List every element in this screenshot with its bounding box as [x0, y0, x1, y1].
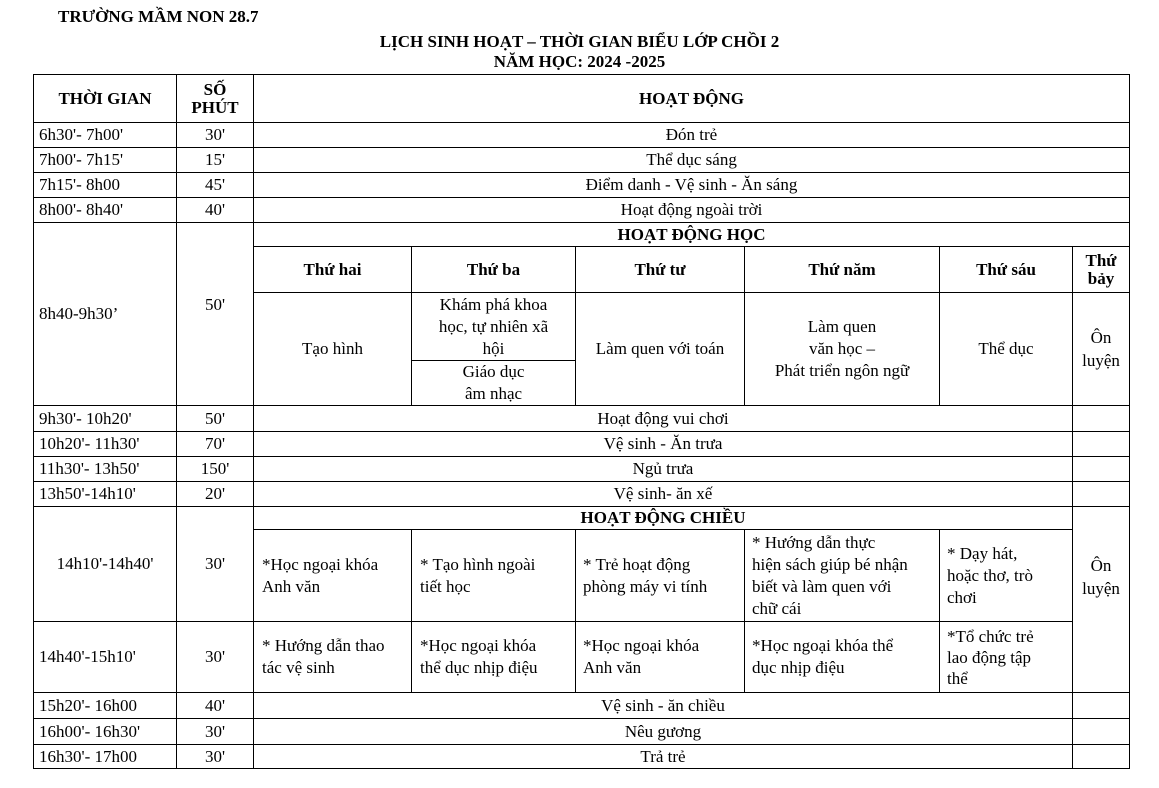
row-time: 7h15'- 8h00	[34, 173, 177, 198]
afternoon-1-friday	[940, 530, 1073, 622]
row-minutes: 40'	[177, 693, 254, 719]
row-activity: Vệ sinh- ăn xế	[254, 482, 1073, 507]
schedule-table	[33, 74, 1130, 769]
row-minutes: 15'	[177, 148, 254, 173]
row-minutes: 30'	[177, 123, 254, 148]
table-row	[34, 198, 1130, 223]
row-saturday-empty	[1073, 457, 1130, 482]
afternoon-row-2	[34, 622, 1130, 693]
afternoon-1-wednesday	[576, 530, 745, 622]
afternoon-1-wednesday-line1: * Trẻ hoạt động	[583, 554, 691, 574]
row-saturday-empty	[1073, 693, 1130, 719]
table-row	[34, 745, 1130, 769]
learning-thursday-line2: văn học –	[808, 339, 876, 358]
row-saturday-empty	[1073, 719, 1130, 745]
afternoon-minutes-1: 30'	[177, 507, 254, 622]
learning-time: 8h40-9h30’	[34, 223, 177, 406]
afternoon-2-friday-line1: *Tổ chức trẻ	[947, 626, 1034, 646]
learning-tuesday-a-line2: học, tự nhiên xã	[438, 316, 549, 336]
row-activity: Nêu gương	[254, 719, 1073, 745]
afternoon-saturday-line2: luyện	[1082, 579, 1120, 598]
afternoon-1-tuesday-line1: * Tạo hình ngoài	[420, 554, 536, 574]
day-tuesday: Thứ ba	[412, 247, 576, 293]
afternoon-1-thursday-line4: chữ cái	[752, 598, 802, 618]
afternoon-2-friday-line3: thể	[947, 668, 968, 688]
afternoon-1-tuesday	[412, 530, 576, 622]
afternoon-2-thursday-line2: dục nhịp điệu	[752, 658, 845, 677]
row-activity: Vệ sinh - ăn chiều	[254, 693, 1073, 719]
table-row	[34, 148, 1130, 173]
row-saturday-empty	[1073, 482, 1130, 507]
row-saturday-empty	[1073, 745, 1130, 769]
learning-thursday-line1: Làm quen	[807, 317, 877, 336]
row-time: 8h00'- 8h40'	[34, 198, 177, 223]
header-time: THỜI GIAN	[34, 75, 177, 123]
afternoon-2-monday-line1: * Hướng dẫn thao	[262, 636, 385, 655]
afternoon-saturday	[1073, 507, 1130, 693]
afternoon-1-thursday-line2: hiện sách giúp bé nhận	[752, 554, 908, 574]
afternoon-1-friday-line1: * Dạy hát,	[947, 543, 1018, 563]
row-minutes: 70'	[177, 432, 254, 457]
day-monday: Thứ hai	[254, 247, 412, 293]
afternoon-2-monday	[254, 622, 412, 693]
learning-tuesday-b	[412, 361, 576, 406]
header-minutes	[177, 75, 254, 123]
learning-tuesday-a	[412, 293, 576, 361]
afternoon-1-thursday	[745, 530, 940, 622]
row-activity: Hoạt động ngoài trời	[254, 198, 1130, 223]
learning-monday: Tạo hình	[254, 293, 412, 406]
afternoon-2-monday-line2: tác vệ sinh	[262, 658, 335, 677]
afternoon-saturday-line1: Ôn	[1090, 556, 1112, 575]
afternoon-2-thursday-line1: *Học ngoại khóa thể	[752, 636, 894, 655]
learning-friday: Thể dục	[940, 293, 1073, 406]
table-row	[34, 123, 1130, 148]
afternoon-title-row	[34, 507, 1130, 530]
row-time: 16h00'- 16h30'	[34, 719, 177, 745]
afternoon-1-thursday-line3: biết và làm quen với	[752, 576, 892, 596]
day-friday: Thứ sáu	[940, 247, 1073, 293]
row-minutes: 40'	[177, 198, 254, 223]
learning-title-row	[34, 223, 1130, 247]
learning-saturday-line1: Ôn	[1090, 328, 1112, 347]
row-minutes: 45'	[177, 173, 254, 198]
afternoon-2-friday-line2: lao động tập	[947, 647, 1032, 667]
afternoon-time-1: 14h10'-14h40'	[34, 507, 177, 622]
row-time: 7h00'- 7h15'	[34, 148, 177, 173]
learning-saturday	[1073, 293, 1130, 406]
afternoon-2-tuesday-line1: *Học ngoại khóa	[420, 636, 537, 655]
afternoon-title: HOẠT ĐỘNG CHIỀU	[254, 507, 1073, 530]
row-activity: Vệ sinh - Ăn trưa	[254, 432, 1073, 457]
afternoon-1-monday	[254, 530, 412, 622]
school-name: TRƯỜNG MẦM NON 28.7	[58, 7, 259, 26]
header-activity: HOẠT ĐỘNG	[254, 75, 1130, 123]
afternoon-2-tuesday-line2: thể dục nhịp điệu	[420, 658, 538, 677]
table-row	[34, 693, 1130, 719]
day-saturday-line1: Thứ	[1085, 250, 1117, 270]
row-activity: Trả trẻ	[254, 745, 1073, 769]
learning-tuesday-a-line3: hội	[482, 338, 505, 358]
learning-saturday-line2: luyện	[1082, 351, 1120, 370]
afternoon-1-friday-line2: hoặc thơ, trò	[947, 565, 1033, 585]
afternoon-1-wednesday-line2: phòng máy vi tính	[583, 576, 708, 596]
afternoon-time-2: 14h40'-15h10'	[34, 622, 177, 693]
day-saturday	[1073, 247, 1130, 293]
header-minutes-line1: SỐ	[203, 79, 227, 99]
learning-thursday-line3: Phát triển ngôn ngữ	[774, 361, 910, 380]
afternoon-1-friday-line3: chơi	[947, 587, 977, 607]
learning-thursday	[745, 293, 940, 406]
row-time: 9h30'- 10h20'	[34, 406, 177, 432]
afternoon-2-tuesday	[412, 622, 576, 693]
row-time: 16h30'- 17h00	[34, 745, 177, 769]
table-row	[34, 406, 1130, 432]
learning-title: HOẠT ĐỘNG HỌC	[254, 223, 1130, 247]
row-activity: Thể dục sáng	[254, 148, 1130, 173]
table-row	[34, 173, 1130, 198]
afternoon-2-wednesday-line2: Anh văn	[583, 658, 642, 677]
afternoon-2-wednesday-line1: *Học ngoại khóa	[583, 636, 700, 655]
row-minutes: 50'	[177, 406, 254, 432]
row-time: 15h20'- 16h00	[34, 693, 177, 719]
row-time: 6h30'- 7h00'	[34, 123, 177, 148]
learning-wednesday: Làm quen với toán	[576, 293, 745, 406]
header-row	[34, 75, 1130, 123]
day-saturday-line2: bảy	[1087, 268, 1115, 288]
row-saturday-empty	[1073, 406, 1130, 432]
learning-tuesday-b-line2: âm nhạc	[464, 384, 523, 403]
row-time: 13h50'-14h10'	[34, 482, 177, 507]
row-minutes: 30'	[177, 745, 254, 769]
afternoon-1-monday-line1: *Học ngoại khóa	[262, 554, 379, 574]
learning-tuesday-a-line1: Khám phá khoa	[439, 294, 548, 314]
learning-tuesday-b-line1: Giáo dục	[462, 362, 525, 381]
row-minutes: 150'	[177, 457, 254, 482]
day-wednesday: Thứ tư	[576, 247, 745, 293]
afternoon-1-thursday-line1: * Hướng dẫn thực	[752, 532, 876, 552]
afternoon-2-friday	[940, 622, 1073, 693]
header-minutes-line2: PHÚT	[191, 97, 239, 117]
school-year: NĂM HỌC: 2024 -2025	[493, 52, 666, 71]
row-saturday-empty	[1073, 432, 1130, 457]
afternoon-2-wednesday	[576, 622, 745, 693]
afternoon-minutes-2: 30'	[177, 622, 254, 693]
afternoon-1-monday-line2: Anh văn	[262, 576, 321, 596]
table-row	[34, 432, 1130, 457]
table-row	[34, 457, 1130, 482]
day-thursday: Thứ năm	[745, 247, 940, 293]
table-row	[34, 482, 1130, 507]
afternoon-2-thursday	[745, 622, 940, 693]
row-time: 11h30'- 13h50'	[34, 457, 177, 482]
row-activity: Ngủ trưa	[254, 457, 1073, 482]
row-minutes: 30'	[177, 719, 254, 745]
row-activity: Hoạt động vui chơi	[254, 406, 1073, 432]
document-title: LỊCH SINH HOẠT – THỜI GIAN BIỂU LỚP CHỒI 2	[379, 32, 780, 51]
afternoon-1-tuesday-line2: tiết học	[420, 576, 471, 596]
row-minutes: 20'	[177, 482, 254, 507]
table-row	[34, 719, 1130, 745]
row-activity: Điểm danh - Vệ sinh - Ăn sáng	[254, 173, 1130, 198]
row-time: 10h20'- 11h30'	[34, 432, 177, 457]
learning-minutes: 50'	[177, 223, 254, 406]
row-activity: Đón trẻ	[254, 123, 1130, 148]
